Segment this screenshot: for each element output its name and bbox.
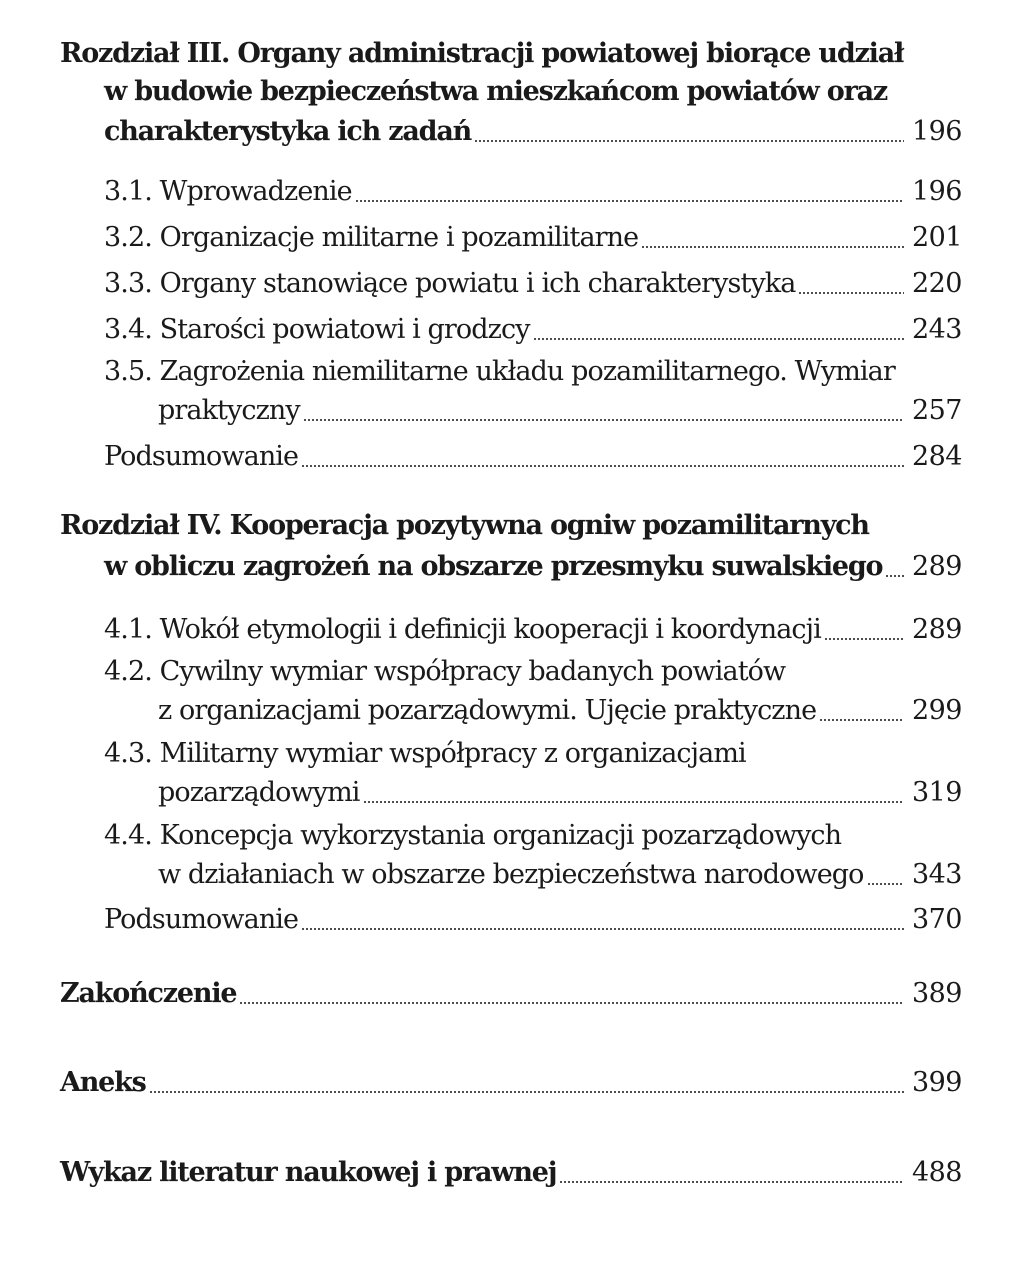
chapter-3-title-text: charakterystyka ich zadań <box>104 116 472 147</box>
entry-page: 201 <box>911 222 962 253</box>
entry-page: 319 <box>911 777 962 808</box>
toc-entry-annex <box>60 1067 962 1098</box>
entry-title: Zakończenie <box>60 978 237 1009</box>
toc-entry-4-2-line-1: 4.2. Cywilny wymiar współpracy badanych powiatów <box>104 656 786 687</box>
toc-entry-3-4 <box>104 314 962 345</box>
entry-title: pozarządowymi <box>158 777 360 808</box>
dot-leader <box>363 801 904 803</box>
toc-entry-3-5-line-1: 3.5. Zagrożenia niemilitarne układu pozamilitarnego. Wymiar <box>104 356 895 387</box>
dot-leader <box>149 1091 904 1093</box>
chapter-4-title-line-2 <box>104 551 962 582</box>
toc-entry-4-summary <box>104 904 962 935</box>
chapter-4-title-line-1: Rozdział IV. Kooperacja pozytywna ogniw pozamilitarnych <box>60 510 869 541</box>
entry-page: 488 <box>911 1157 962 1188</box>
chapter-3-title-line-3 <box>104 116 962 147</box>
dot-leader <box>559 1181 904 1183</box>
dot-leader <box>303 419 904 421</box>
toc-entry-conclusion <box>60 978 962 1009</box>
toc-entry-4-4 <box>158 859 962 890</box>
entry-title: Podsumowanie <box>104 904 299 935</box>
entry-page: 299 <box>911 695 962 726</box>
toc-entry-4-3 <box>158 777 962 808</box>
dot-leader <box>355 200 904 202</box>
entry-page: 370 <box>911 904 962 935</box>
toc-entry-4-4-line-1: 4.4. Koncepcja wykorzystania organizacji pozarządowych <box>104 820 842 851</box>
entry-page: 399 <box>911 1067 962 1098</box>
entry-title: Podsumowanie <box>104 441 299 472</box>
entry-page: 284 <box>911 441 962 472</box>
dot-leader <box>824 638 904 640</box>
entry-title: 3.2. Organizacje militarne i pozamilitarne <box>104 222 639 253</box>
toc-entry-4-3-line-1: 4.3. Militarny wymiar współpracy z organizacjami <box>104 738 746 769</box>
chapter-4-page: 289 <box>911 551 962 582</box>
toc-entry-bibliography <box>60 1157 962 1188</box>
entry-page: 343 <box>911 859 962 890</box>
entry-page: 257 <box>911 395 962 426</box>
entry-title: z organizacjami pozarządowymi. Ujęcie praktyczne <box>158 695 817 726</box>
dot-leader <box>641 246 904 248</box>
dot-leader <box>239 1002 904 1004</box>
dot-leader <box>867 883 904 885</box>
toc-entry-4-2 <box>158 695 962 726</box>
entry-page: 196 <box>911 176 962 207</box>
dot-leader <box>474 140 904 142</box>
chapter-3-title-line-2: w budowie bezpieczeństwa mieszkańcom powiatów oraz <box>104 76 888 107</box>
dot-leader <box>301 928 904 930</box>
entry-title: 4.1. Wokół etymologii i definicji kooperacji i koordynacji <box>104 614 821 645</box>
entry-page: 243 <box>911 314 962 345</box>
entry-title: 3.4. Starości powiatowi i grodzcy <box>104 314 530 345</box>
toc-entry-3-summary <box>104 441 962 472</box>
toc-entry-4-1 <box>104 614 962 645</box>
entry-title: 3.1. Wprowadzenie <box>104 176 352 207</box>
entry-title: w działaniach w obszarze bezpieczeństwa narodowego <box>158 859 864 890</box>
dot-leader <box>885 575 904 577</box>
entry-title: praktyczny <box>158 395 300 426</box>
toc-entry-3-3 <box>104 268 962 299</box>
dot-leader <box>301 465 904 467</box>
entry-page: 389 <box>911 978 962 1009</box>
entry-title: 3.3. Organy stanowiące powiatu i ich charakterystyka <box>104 268 796 299</box>
entry-title: Aneks <box>60 1067 146 1098</box>
toc-entry-3-1 <box>104 176 962 207</box>
entry-page: 289 <box>911 614 962 645</box>
chapter-4-title-text: w obliczu zagrożeń na obszarze przesmyku suwalskiego <box>104 551 883 582</box>
entry-page: 220 <box>911 268 962 299</box>
entry-title: Wykaz literatur naukowej i prawnej <box>60 1157 557 1188</box>
dot-leader <box>533 338 904 340</box>
chapter-3-page: 196 <box>911 116 962 147</box>
toc-entry-3-5 <box>158 395 962 426</box>
chapter-3-title-line-1: Rozdział III. Organy administracji powiatowej biorące udział <box>60 38 904 69</box>
dot-leader <box>819 719 904 721</box>
dot-leader <box>798 292 903 294</box>
toc-entry-3-2 <box>104 222 962 253</box>
